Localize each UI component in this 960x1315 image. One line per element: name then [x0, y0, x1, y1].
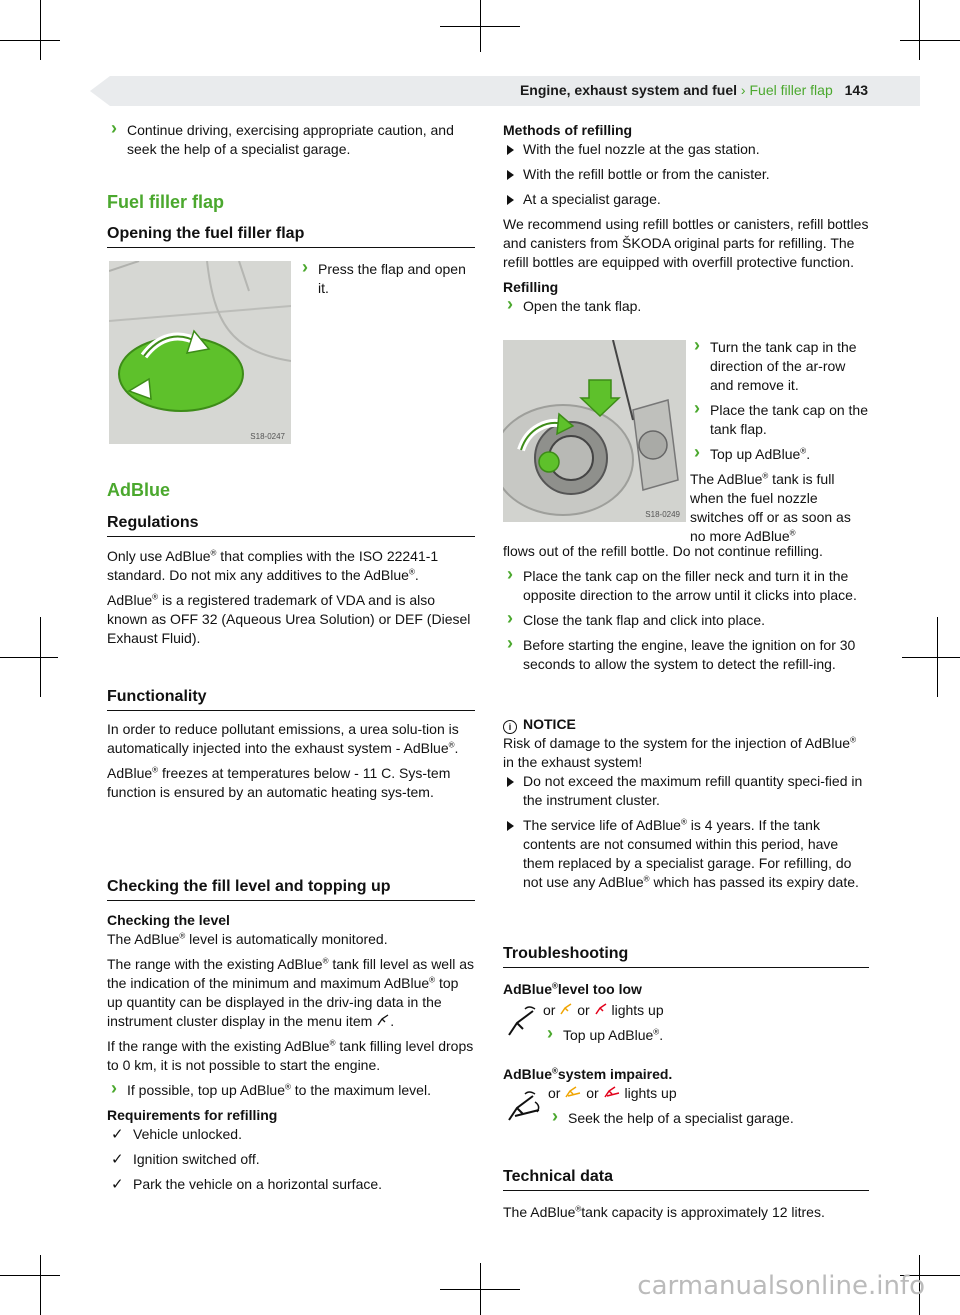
tank-cap-illustration: [503, 340, 686, 522]
adblue-system-red-icon: [603, 1084, 621, 1098]
tank-full-text-cont: flows out of the refill bottle. Do not continue refilling.: [503, 543, 823, 559]
low-level-heading: AdBlue®level too low: [503, 981, 642, 997]
impaired-lights: [548, 1084, 863, 1134]
breadcrumb-current[interactable]: Fuel filler flap: [749, 82, 833, 98]
close-cap-step: › Place the tank cap on the filler neck and turn it in the opposite direction to the arrow until it clicks into place.: [503, 567, 869, 605]
functionality-text: [107, 720, 475, 808]
regulations-text: [107, 547, 475, 654]
impaired-indicator-line: or or lights up: [548, 1085, 677, 1101]
refilling-heading: Refilling: [503, 279, 559, 295]
press-flap-step: › Press the flap and open it.: [298, 260, 476, 298]
tank-cap-instructions: [690, 338, 870, 546]
breadcrumb-section[interactable]: Engine, exhaust system and fuel: [519, 82, 738, 98]
impaired-block: [503, 1065, 869, 1084]
troubleshooting-heading: Troubleshooting: [503, 945, 869, 968]
method-item: At a specialist garage.: [503, 190, 869, 209]
method-item: With the fuel nozzle at the gas station.: [503, 140, 869, 159]
methods-paragraph: We recommend using refill bottles or canisters, refill bottles and canisters from ŠKODA original parts for refilling. The refill bottles are equipped with overfill protective function.: [503, 216, 869, 270]
open-flap-step: › Open the tank flap.: [503, 297, 869, 316]
troubleshooting-section: [503, 945, 869, 968]
technical-heading: Technical data: [503, 1168, 869, 1191]
requirement-item: ✓ Park the vehicle on a horizontal surface.: [107, 1175, 475, 1194]
checking-p3: If the range with the existing AdBlue® tank filling level drops to 0 km, it is not possible to start the engine.: [107, 1038, 474, 1073]
regulations-heading: Regulations: [107, 514, 475, 537]
functionality-p2: AdBlue® freezes at temperatures below - 11 C. Sys-tem function is ensured by an automatic heating sys-tem.: [107, 765, 451, 800]
adblue-red-icon: [594, 1001, 608, 1015]
low-level-lights: [543, 1001, 863, 1051]
functionality-p1: In order to reduce pollutant emissions, a urea solu-tion is automatically injected into the exhaust system - AdBlue®.: [107, 721, 459, 756]
adblue-nozzle-icon: [376, 1012, 390, 1026]
low-level-indicator-line: or or lights up: [543, 1002, 664, 1018]
fuel-flap-instructions: [298, 260, 476, 304]
notice-line: Risk of damage to the system for the injection of AdBlue® in the exhaust system!: [503, 735, 856, 770]
turn-cap-step: › Turn the tank cap in the direction of the ar-row and remove it.: [690, 338, 870, 395]
technical-paragraph: The AdBlue®tank capacity is approximately 12 litres.: [503, 1204, 825, 1220]
checking-section: [107, 878, 475, 901]
notice-title: i NOTICE: [503, 715, 869, 734]
method-item: With the refill bottle or from the canister.: [503, 165, 869, 184]
tank-cap-figure: [503, 340, 686, 522]
left-column: [107, 121, 475, 165]
adblue-yellow-icon: [559, 1001, 573, 1015]
page-number: 143: [844, 82, 868, 98]
regulations-p2: AdBlue® is a registered trademark of VDA and is also known as OFF 32 (Aqueous Urea Solution) or DEF (Diesel Exhaust Fluid).: [107, 592, 471, 646]
top-up-step: › If possible, top up AdBlue® to the maximum level.: [107, 1081, 475, 1100]
technical-section: [503, 1168, 869, 1191]
refilling-continued: [503, 542, 869, 680]
requirements-subheading: Requirements for refilling: [107, 1107, 278, 1123]
tank-full-text: The AdBlue® tank is full when the fuel nozzle switches off or as soon as no more AdBlue®: [690, 471, 851, 544]
adblue-system-icon: [505, 1088, 543, 1122]
adblue-section: [107, 480, 475, 537]
checking-p1: The AdBlue® level is automatically monitored.: [107, 931, 388, 947]
checking-text: [107, 911, 475, 1200]
fuel-flap-figure: [109, 261, 291, 444]
adblue-heading: AdBlue: [107, 480, 170, 500]
ignition-step: › Before starting the engine, leave the ignition on for 30 seconds to allow the system to detect the refill-ing.: [503, 636, 869, 674]
methods-text: [503, 121, 869, 322]
methods-heading: Methods of refilling: [503, 122, 633, 138]
regulations-p1: Only use AdBlue® that complies with the ISO 22241-1 standard. Do not mix any additives to the AdBlue®.: [107, 548, 439, 583]
fuel-flap-illustration: [109, 261, 291, 444]
fuel-flap-section: [107, 192, 475, 248]
watermark: carmanualsonline.info: [637, 1271, 925, 1301]
impaired-heading: AdBlue®system impaired.: [503, 1066, 673, 1082]
place-cap-step: › Place the tank cap on the tank flap.: [690, 401, 870, 439]
breadcrumb-separator: ›: [740, 82, 746, 98]
top-up-adblue-step: › Top up AdBlue®.: [690, 445, 870, 464]
low-level-step: › Top up AdBlue®.: [543, 1026, 863, 1045]
header-notch: [90, 76, 110, 106]
intro-step: › Continue driving, exercising appropriate caution, and seek the help of a specialist garage.: [107, 121, 475, 159]
impaired-step: › Seek the help of a specialist garage.: [548, 1109, 863, 1128]
functionality-heading: Functionality: [107, 688, 475, 711]
checking-level-subheading: Checking the level: [107, 912, 230, 928]
functionality-section: [107, 688, 475, 711]
notice-item: Do not exceed the maximum refill quantity speci-fied in the instrument cluster.: [503, 772, 869, 810]
adblue-system-yellow-icon: [564, 1084, 582, 1098]
technical-text: [503, 1203, 869, 1228]
info-icon: i: [503, 720, 517, 734]
checking-p2: The range with the existing AdBlue® tank fill level as well as the indication of the minimum and maximum AdBlue® top up quantity can be displayed in the driv-ing data in the instrument cluster display in the menu item .: [107, 956, 474, 1029]
figure-label: S18-0249: [645, 510, 680, 519]
requirement-item: ✓ Ignition switched off.: [107, 1150, 475, 1169]
notice-item: The service life of AdBlue® is 4 years. If the tank contents are not consumed within this period, have them replaced by a specialist garage. For refilling, do not use any AdBlue® which has passed its expiry date.: [503, 816, 869, 892]
breadcrumb: [520, 82, 868, 98]
checking-heading: Checking the fill level and topping up: [107, 878, 475, 901]
low-level-block: [503, 980, 869, 999]
close-flap-step: › Close the tank flap and click into place.: [503, 611, 869, 630]
requirement-item: ✓ Vehicle unlocked.: [107, 1125, 475, 1144]
figure-label: S18-0247: [250, 432, 285, 441]
opening-flap-heading: Opening the fuel filler flap: [107, 225, 475, 248]
notice-block: [503, 715, 869, 898]
adblue-warning-icon: [505, 1003, 539, 1037]
fuel-flap-heading: Fuel filler flap: [107, 192, 225, 212]
